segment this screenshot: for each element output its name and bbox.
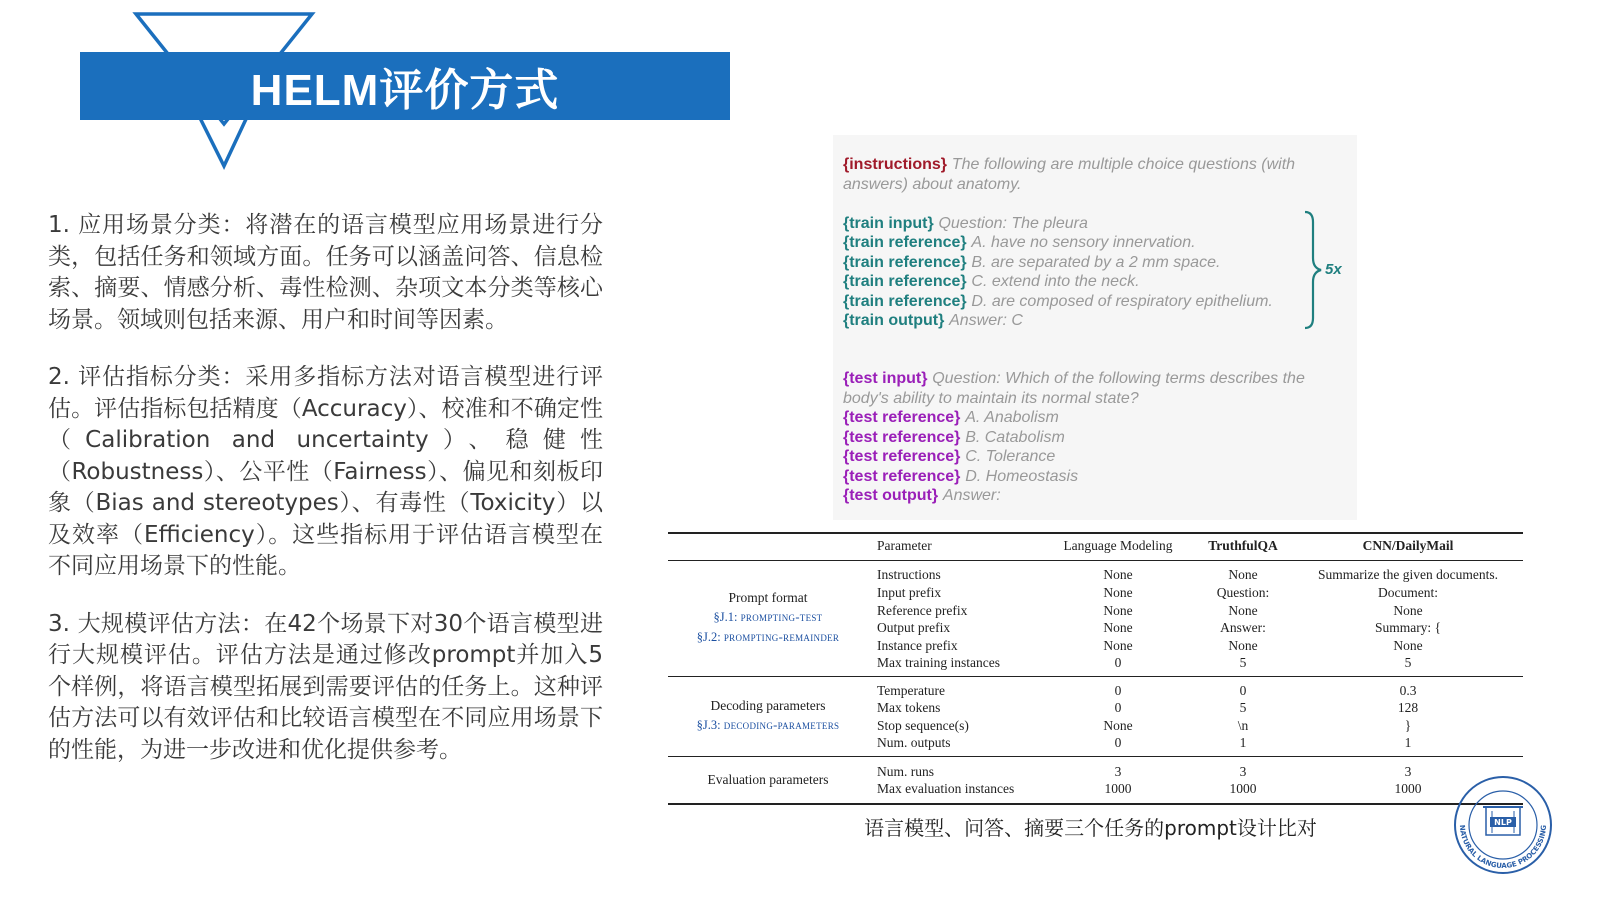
nlp-logo-icon <box>1440 775 1555 875</box>
test-input-text: Question: Which of the following terms describes the <box>932 370 1305 387</box>
test-tag: {test reference} <box>843 468 961 485</box>
table-caption: 语言模型、问答、摘要三个任务的prompt设计比对 <box>864 816 1317 840</box>
train-tag: {train input} <box>843 215 934 232</box>
repeat-label: 5x <box>1325 261 1342 278</box>
value-tqa: Question: <box>1216 585 1270 600</box>
section-label: prompting-remainder <box>723 630 840 644</box>
value-cnn: None <box>1393 638 1423 653</box>
param-name: Num. runs <box>877 764 934 779</box>
value-tqa: None <box>1228 603 1258 618</box>
value-tqa: 5 <box>1239 700 1247 715</box>
value-cnn: 3 <box>1404 764 1412 779</box>
brace-icon <box>1303 210 1323 330</box>
value-lm: None <box>1103 718 1133 733</box>
train-line <box>843 311 1023 331</box>
prompt-example <box>833 135 1357 520</box>
param-name: Output prefix <box>877 620 951 635</box>
value-cnn: 1000 <box>1394 781 1422 796</box>
test-line <box>843 486 1001 506</box>
test-tag: {test reference} <box>843 429 961 446</box>
value-tqa: 1000 <box>1229 781 1257 796</box>
value-lm: 3 <box>1114 764 1122 779</box>
train-tag: {train output} <box>843 312 945 329</box>
train-tag: {train reference} <box>843 234 967 251</box>
test-input-tag: {test input} <box>843 370 928 387</box>
logo-ring-text: NATURAL LANGUAGE PROCESSING <box>1457 824 1549 871</box>
value-cnn: 128 <box>1397 700 1419 715</box>
train-tag: {train reference} <box>843 254 967 271</box>
param-name: Input prefix <box>877 585 942 600</box>
train-text: Answer: C <box>949 312 1023 329</box>
value-tqa: None <box>1228 567 1258 582</box>
train-text: D. are composed of respiratory epithelium. <box>971 293 1273 310</box>
param-name: Max training instances <box>877 655 1000 670</box>
test-line <box>843 428 1065 448</box>
test-tag: {test output} <box>843 487 939 504</box>
table-group-rule <box>668 676 1523 677</box>
param-name: Reference prefix <box>877 603 968 618</box>
section-num: §J.1: <box>713 610 738 624</box>
test-text: B. Catabolism <box>965 429 1065 446</box>
group-prompt-format: Prompt format <box>728 590 808 605</box>
test-text: A. Anabolism <box>965 409 1059 426</box>
test-input-line <box>843 369 1305 389</box>
train-text: A. have no sensory innervation. <box>971 234 1196 251</box>
header-parameter: Parameter <box>877 538 932 553</box>
section-num: §J.3: <box>696 718 721 732</box>
paragraph-metrics: 2. 评估指标分类：采用多指标方法对语言模型进行评估。评估指标包括精度（Accuracy）、校准和不确定性（Calibration and uncertainty）、稳健性（Robustness）、公平性（Fairness）、偏见和刻板印象（Bias and stereotypes）、有毒性（Toxicity）以及效率（Efficiency）。这些指标用于评估语言模型在不同应用场景下的性能。 <box>48 364 603 579</box>
table-top-rule <box>668 532 1523 534</box>
value-cnn: 1 <box>1404 735 1412 750</box>
test-text: Answer: <box>942 487 1001 504</box>
header-truthfulqa: TruthfulQA <box>1208 538 1278 553</box>
group-decoding-parameters: Decoding parameters <box>710 698 826 713</box>
section-num: §J.2: <box>696 630 721 644</box>
header-cnn-dailymail: CNN/DailyMail <box>1362 538 1454 553</box>
value-cnn: Document: <box>1378 585 1438 600</box>
param-name: Num. outputs <box>877 735 951 750</box>
value-tqa: 0 <box>1239 683 1247 698</box>
test-tag: {test reference} <box>843 409 961 426</box>
value-lm: 0 <box>1114 700 1122 715</box>
section-link <box>668 610 868 625</box>
value-lm: 0 <box>1114 735 1122 750</box>
train-tag: {train reference} <box>843 293 967 310</box>
value-lm: 0 <box>1114 655 1122 670</box>
train-line <box>843 292 1273 312</box>
test-tag: {test reference} <box>843 448 961 465</box>
paragraph-evaluation: 3. 大规模评估方法：在42个场景下对30个语言模型进行大规模评估。评估方法是通过修改prompt并加入5个样例，将语言模型拓展到需要评估的任务上。这种评估方法可以有效评估和比较语言模型在不同应用场景下的性能，为进一步改进和优化提供参考。 <box>48 610 603 763</box>
value-lm: 0 <box>1114 683 1122 698</box>
svg-text:NATURAL LANGUAGE PROCESSING <box>1458 824 1548 870</box>
value-tqa: Answer: <box>1220 620 1266 635</box>
test-line <box>843 408 1059 428</box>
title-bar <box>80 52 730 120</box>
instructions-text: The following are multiple choice questions (with <box>951 156 1296 173</box>
header-language-modeling: Language Modeling <box>1063 538 1173 553</box>
test-line <box>843 447 1055 467</box>
section-link <box>668 630 868 645</box>
section-label: decoding-parameters <box>723 718 840 732</box>
value-cnn: Summarize the given documents. <box>1318 567 1498 582</box>
value-tqa: 5 <box>1239 655 1247 670</box>
paragraph-scenarios: 1. 应用场景分类：将潜在的语言模型应用场景进行分类，包括任务和领域方面。任务可以涵盖问答、信息检索、摘要、情感分析、毒性检测、杂项文本分类等核心场景。领域则包括来源、用户和时间等因素。 <box>48 212 603 333</box>
train-line <box>843 272 1140 292</box>
slide-title: HELM评价方式 <box>250 66 560 115</box>
train-tag: {train reference} <box>843 273 967 290</box>
train-text: Question: The pleura <box>938 215 1088 232</box>
test-line <box>843 467 1078 487</box>
param-name: Stop sequence(s) <box>877 718 969 733</box>
value-cnn: 5 <box>1404 655 1412 670</box>
param-name: Max evaluation instances <box>877 781 1015 796</box>
table-bottom-rule <box>668 803 1523 805</box>
value-cnn: } <box>1404 718 1412 733</box>
value-lm: None <box>1103 638 1133 653</box>
instructions-line <box>843 155 1295 175</box>
value-cnn: 0.3 <box>1399 683 1417 698</box>
table-group-rule <box>668 756 1523 757</box>
section-link <box>668 718 868 733</box>
train-line <box>843 233 1196 253</box>
train-text: B. are separated by a 2 mm space. <box>971 254 1221 271</box>
train-line <box>843 214 1088 234</box>
value-lm: None <box>1103 603 1133 618</box>
instructions-tag: {instructions} <box>843 156 948 173</box>
table-header-rule <box>668 560 1523 561</box>
test-text: D. Homeostasis <box>965 468 1079 485</box>
value-lm: None <box>1103 585 1133 600</box>
group-evaluation-parameters: Evaluation parameters <box>707 772 829 787</box>
value-tqa: \n <box>1237 718 1249 733</box>
logo-text: NLP <box>1494 818 1512 827</box>
value-lm: None <box>1103 620 1133 635</box>
test-input-line-2 <box>843 389 1139 409</box>
param-name: Temperature <box>877 683 946 698</box>
value-tqa: 1 <box>1239 735 1247 750</box>
value-tqa: None <box>1228 638 1258 653</box>
train-text: C. extend into the neck. <box>971 273 1140 290</box>
instructions-line-2 <box>843 175 1021 195</box>
test-input-text-cont: body's ability to maintain its normal state? <box>843 390 1139 407</box>
value-lm: None <box>1103 567 1133 582</box>
param-name: Instructions <box>877 567 941 582</box>
value-cnn: None <box>1393 603 1423 618</box>
instructions-text-cont: answers) about anatomy. <box>843 176 1022 193</box>
param-name: Max tokens <box>877 700 941 715</box>
section-label: prompting-test <box>740 610 823 624</box>
body-text <box>48 210 603 792</box>
value-tqa: 3 <box>1239 764 1247 779</box>
value-cnn: Summary: { <box>1374 620 1442 635</box>
test-text: C. Tolerance <box>965 448 1056 465</box>
param-name: Instance prefix <box>877 638 958 653</box>
train-line <box>843 253 1220 273</box>
value-lm: 1000 <box>1104 781 1132 796</box>
